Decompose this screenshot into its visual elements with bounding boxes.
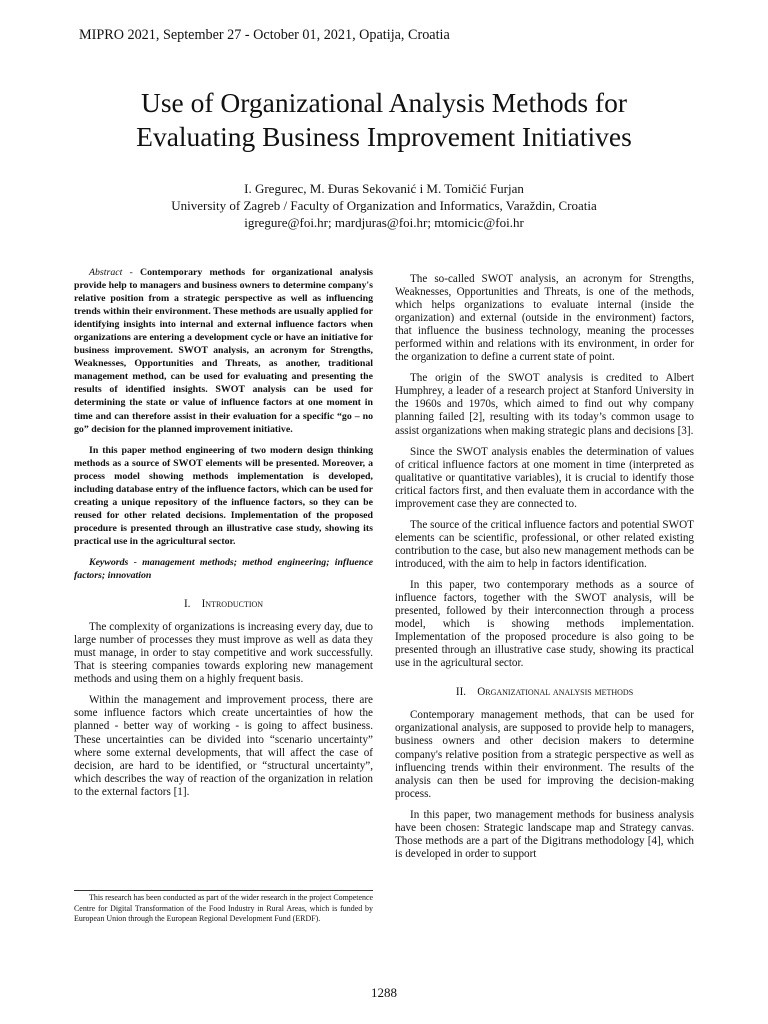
abstract	[74, 266, 373, 582]
author-affiliation: University of Zagreb / Faculty of Organization and Informatics, Varaždin, Croatia	[171, 197, 597, 213]
section-title: Introduction	[201, 598, 264, 611]
section-number: II.	[455, 686, 467, 699]
abstract-paragraph-1	[74, 266, 373, 436]
footnote	[74, 890, 373, 925]
title-line-2: Evaluating Business Improvement Initiatives	[136, 121, 632, 152]
author-names: I. Gregurec, M. Đuras Sekovanić i M. Tomičić Furjan	[244, 181, 524, 196]
keywords: Keywords - management methods; method engineering; influence factors; innovation	[74, 556, 373, 582]
author-emails: igregure@foi.hr; mardjuras@foi.hr; mtomicic@foi.hr	[244, 214, 524, 230]
title-line-1: Use of Organizational Analysis Methods for	[140, 87, 627, 118]
page-number: 1288	[371, 985, 397, 1000]
conference-header: MIPRO 2021, September 27 - October 01, 2021, Opatija, Croatia	[79, 27, 450, 43]
section-heading-methods	[395, 686, 694, 699]
right-paragraph-5: In this paper, two contemporary methods as a source of influence factors, together with the SWOT analysis, will be presented, followed by their interconnection through a process model, which is showing methods implementation. Implementation of the proposed procedure is also going to be presented through an illustrative case study, showing its practical use in the agricultural sector.	[395, 578, 694, 670]
right-column	[395, 273, 694, 869]
left-column	[74, 266, 373, 807]
abstract-text-1: Contemporary methods for organizational analysis provide help to managers and business owners to determine company's relative position from a strategic perspective as well as influencing trends within their environment. These methods are usually applied for identifying insights into internal and external influence factors when organizations are entering a development cycle or have an initiative for business improvement. SWOT analysis, an acronym for Strengths, Weaknesses, Opportunities and Threats, as another, traditional management method, can be used for evaluating and presenting the results of identified insights. SWOT analysis can be used for determining the state or value of influence factors at one moment in time and can therefore assist in their evaluation for a specific “go – no go” decision for the planned improvement initiative.	[74, 267, 373, 435]
right-paragraph-2: The origin of the SWOT analysis is credited to Albert Humphrey, a leader of a research project at Stanford University in the 1960s and 1970s, which aimed to find out why company planning failed [2], resulting with its today’s common usage to assist organizations when making strategic plans and decisions [3].	[395, 372, 694, 437]
abstract-lead: Abstract -	[89, 267, 133, 278]
right-paragraph-4: The source of the critical influence factors and potential SWOT elements can be scientific, professional, or other related existing contribution to the case, but also new management methods can be introduced, with the aim to help in factors identification.	[395, 518, 694, 570]
methods-paragraph-1: Contemporary management methods, that can be used for organizational analysis, are supposed to provide help to managers, business owners and other decision makers to determine company's relative position from a strategic perspective as well as influencing trends within their environment. The results of the analysis can then be used for improving the decision-making process.	[395, 709, 694, 800]
right-paragraph-3: Since the SWOT analysis enables the determination of values of critical influence factors at one moment in time (interpreted as qualitative or quantitative variables), it is crucial to identify those critical factors first, and then evaluate them in accordance with the improvement case they are connected to.	[395, 445, 694, 510]
abstract-paragraph-2: In this paper method engineering of two modern design thinking methods as a source of SWOT elements will be presented. Moreover, a process model showing methods implementation is developed, including database entry of the influence factors, which can be used for creating a unique repository of the influence factors, so they can be reused for other related decisions. Implementation of the proposed procedure is presented through an illustrative case study, showing its practical use in the agricultural sector.	[74, 444, 373, 547]
intro-paragraph-2: Within the management and improvement process, there are some influence factors which create uncertainties of how the planned - better way of working - is going to affect business. These uncertainties can be divided into “scenario uncertainty” where some external developments, that will affect the case of decision, are hard to be identified, or “structural uncertainty”, which describes the way of reaction of the organization in relation to the external factors [1].	[74, 694, 373, 798]
footnote-text: This research has been conducted as part of the wider research in the project Competence Centre for Digital Transformation of the Food Industry in Rural Areas, which is funded by European Union through the European Regional Development Fund (ERDF).	[74, 893, 373, 923]
section-title: Organizational analysis methods	[477, 686, 634, 699]
footnote-rule	[74, 890, 373, 891]
section-heading-introduction	[74, 598, 373, 611]
paper-title	[40, 86, 728, 154]
author-block	[40, 181, 728, 231]
section-number: I.	[183, 598, 191, 611]
methods-paragraph-2: In this paper, two management methods for business analysis have been chosen: Strategic landscape map and Strategy canvas. Those methods are a part of the Digitrans methodology [4], which is developed in order to support	[395, 808, 694, 860]
intro-paragraph-1: The complexity of organizations is increasing every day, due to large number of processes they must improve as well as data they must manage, in order to stay competitive and work successfully. That is steering companies towards exploring new management methods and using them on a highly frequent basis.	[74, 621, 373, 686]
right-paragraph-1: The so-called SWOT analysis, an acronym for Strengths, Weaknesses, Opportunities and Threats, is one of the methods, which helps organizations to evaluate internal (inside the organization) and external (outside in the environment) factors, that influence the business technology, meaning the processes performed within and relations with its environment, in order for the organization to define a current state of point.	[395, 273, 694, 364]
